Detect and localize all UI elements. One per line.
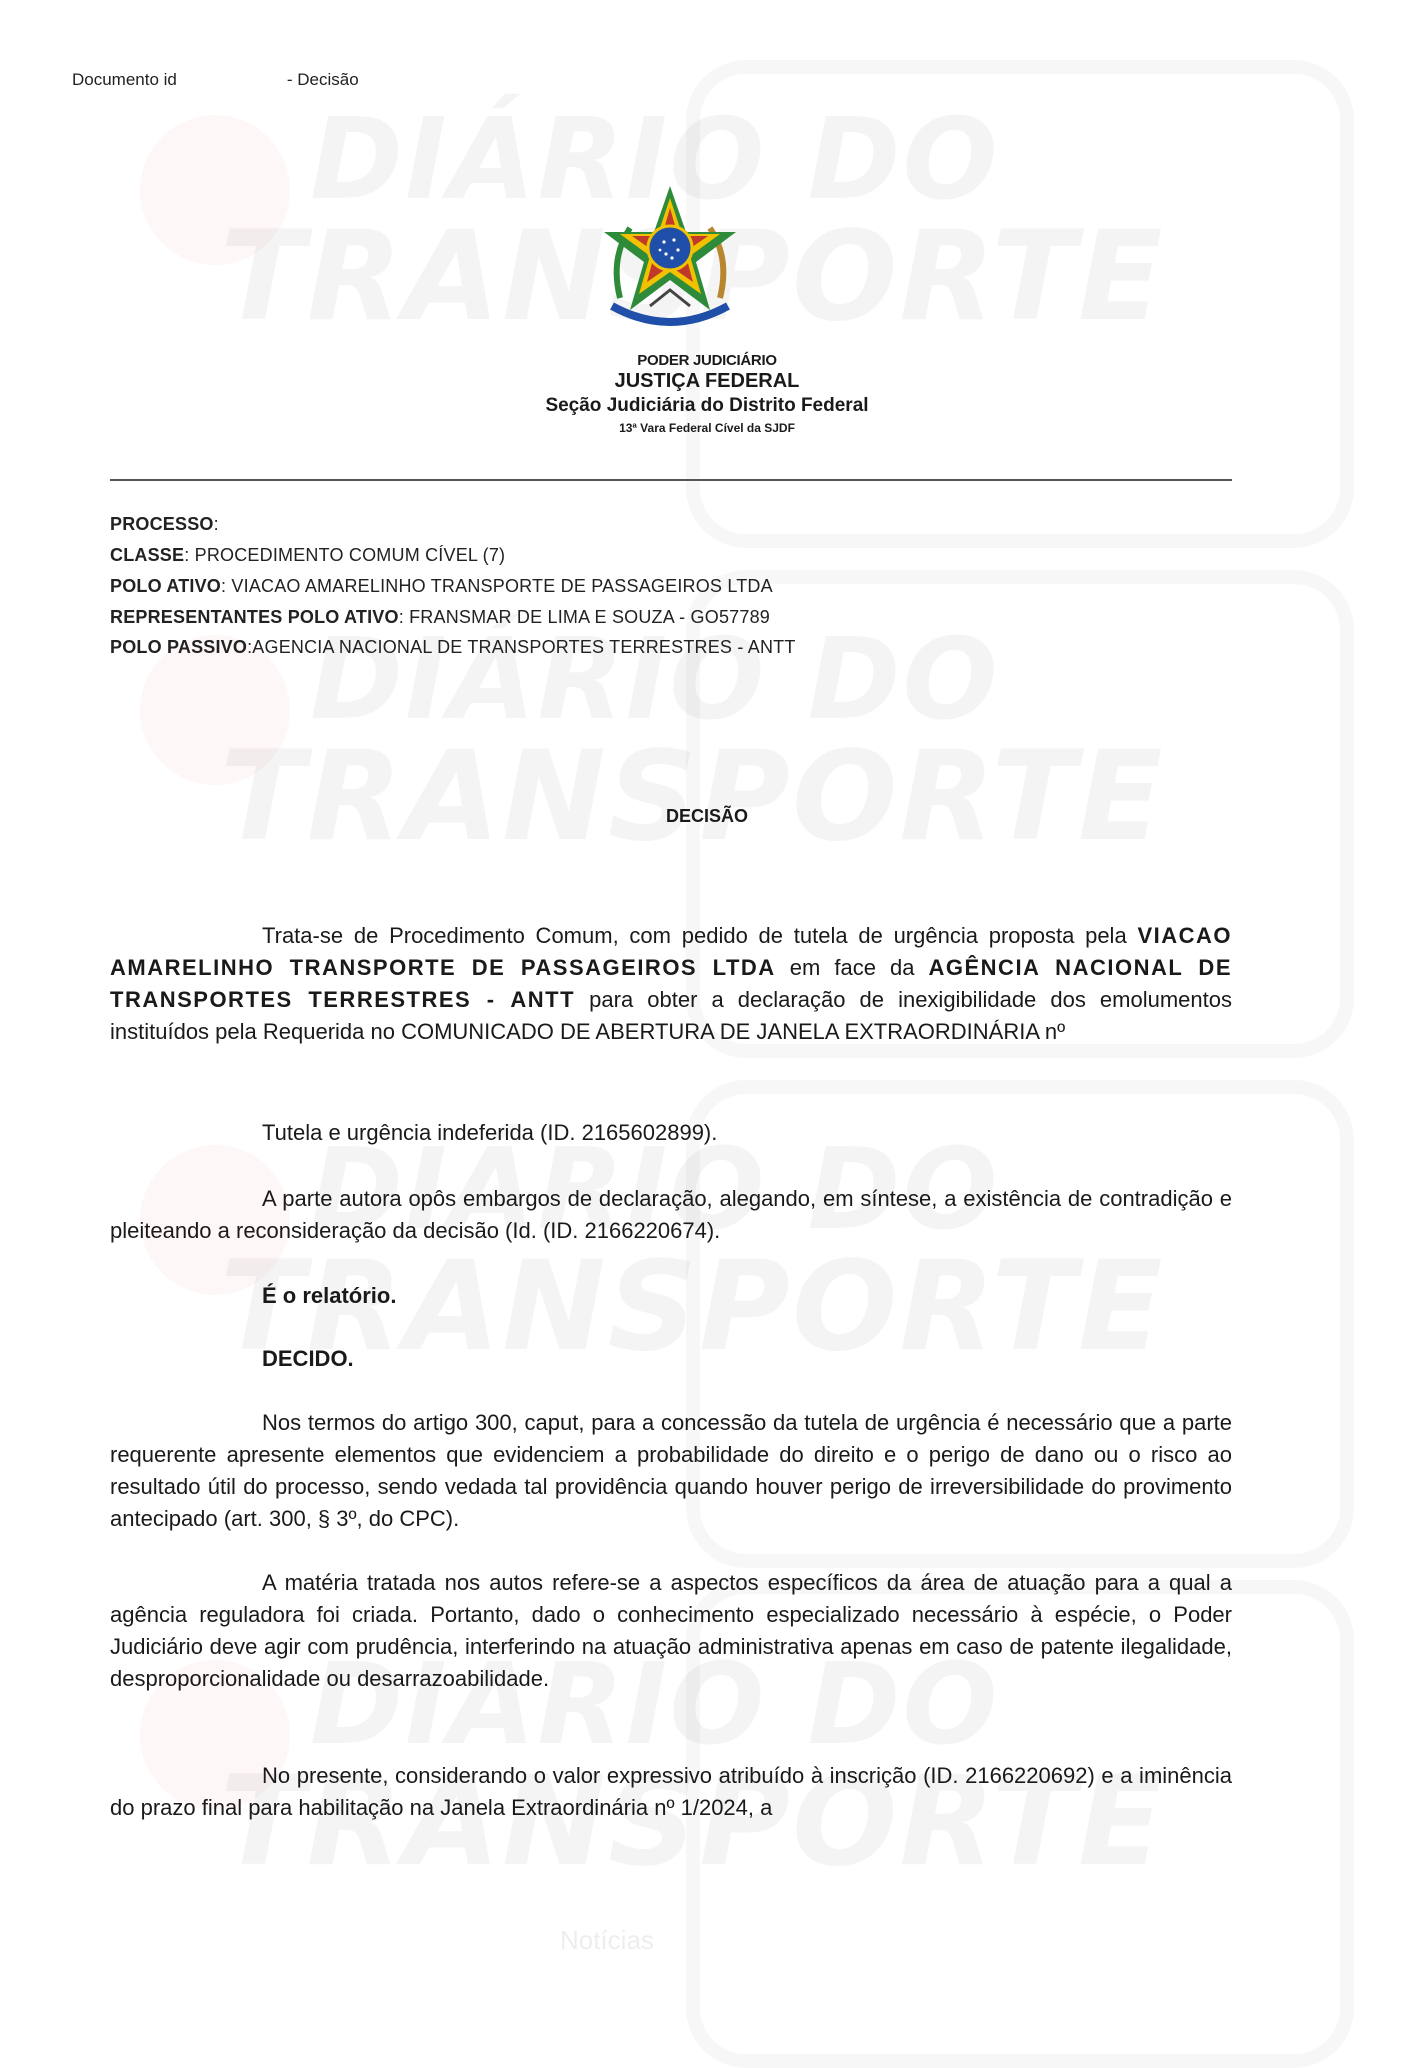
meta-label: PROCESSO (110, 514, 214, 534)
header-line-2: JUSTIÇA FEDERAL (614, 370, 800, 392)
document-id-label: Documento id (72, 70, 177, 89)
document-title: DECISÃO (665, 806, 748, 826)
meta-label: POLO PASSIVO (110, 637, 248, 657)
paragraph-2: Tutela e urgência indeferida (ID. 2165602899). (262, 1120, 718, 1145)
paragraph-decido: DECIDO. (262, 1346, 354, 1371)
meta-value: : PROCEDIMENTO COMUM CÍVEL (7) (184, 545, 506, 565)
meta-label: REPRESENTANTES POLO ATIVO (110, 607, 399, 627)
watermark-tag: Notícias (560, 1925, 654, 1955)
p1-text: Trata-se de Procedimento Comum, com pedido de tutela de urgência proposta pela (262, 923, 1138, 948)
paragraph-1 (110, 920, 1232, 1048)
document-id (72, 70, 359, 90)
paragraph-3: A parte autora opôs embargos de declaração, alegando, em síntese, a existência de contradição e pleiteando a reconsideração da decisão (Id. (ID. 2166220674). (110, 1186, 1232, 1243)
meta-value: : FRANSMAR DE LIMA E SOUZA - GO57789 (398, 607, 771, 627)
paragraph-6: Nos termos do artigo 300, caput, para a concessão da tutela de urgência é necessário que a parte requerente apresente elementos que evidenciem a probabilidade do direito e o perigo de dano ou o risco ao resultado útil do processo, sendo vedada tal providência quando houver perigo de irreversibilidade do provimento antecipado (art. 300, § 3º, do CPC). (110, 1410, 1232, 1531)
header-line-4: 13ª Vara Federal Cível da SJDF (619, 421, 795, 435)
meta-processo (110, 514, 219, 535)
header-line-3: Seção Judiciária do Distrito Federal (545, 395, 869, 416)
meta-label: POLO ATIVO (110, 576, 222, 596)
meta-value: : (213, 514, 219, 534)
coat-of-arms-icon (590, 178, 750, 338)
paragraph-7: A matéria tratada nos autos refere-se a aspectos específicos da área de atuação para a qual a agência reguladora foi criada. Portanto, dado o conhecimento especializado necessário à espécie, o Poder Judiciário deve agir com prudência, interferindo na atuação administrativa apenas em caso de patente ilegalidade, desproporcionalidade ou desarrazoabilidade. (110, 1570, 1232, 1691)
p1-text: em face da (775, 955, 929, 980)
p1-text: para obter a declaração de inexigibilidade dos emolumentos instituídos pela Requerida no COMUNICADO DE ABERTURA DE JANELA EXTRAORDINÁRIA nº (110, 987, 1232, 1044)
paragraph-8: No presente, considerando o valor expressivo atribuído à inscrição (ID. 2166220692) e a iminência do prazo final para habilitação na Janela Extraordinária nº 1/2024, a (110, 1763, 1232, 1820)
meta-value: :AGENCIA NACIONAL DE TRANSPORTES TERRESTRES - ANTT (247, 637, 796, 657)
document-id-suffix: - Decisão (286, 70, 359, 89)
paragraph-relatorio: É o relatório. (262, 1283, 397, 1308)
meta-polo-passivo (110, 637, 796, 658)
meta-representantes (110, 607, 770, 628)
header-divider (110, 479, 1232, 481)
p1-party-active: VIACAO AMARELINHO TRANSPORTE DE PASSAGEIROS LTDA (110, 923, 1232, 980)
header-line-1: PODER JUDICIÁRIO (637, 352, 777, 369)
p1-party-passive: AGÊNCIA NACIONAL DE TRANSPORTES TERRESTRES - ANTT (110, 955, 1232, 1012)
meta-polo-ativo (110, 576, 773, 597)
meta-value: : VIACAO AMARELINHO TRANSPORTE DE PASSAGEIROS LTDA (221, 576, 773, 596)
meta-classe (110, 545, 505, 566)
meta-label: CLASSE (110, 545, 185, 565)
